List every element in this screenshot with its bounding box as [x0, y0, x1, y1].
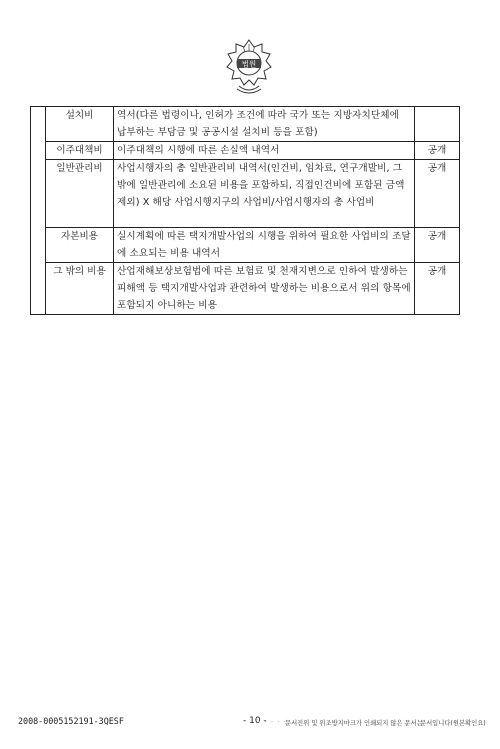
table-row [31, 228, 460, 263]
security-dots: · · · · · [258, 718, 288, 726]
group-blank-cell [31, 107, 46, 315]
table-row [31, 142, 460, 160]
row-description: 실시계획에 따른 택지개발사업의 시행을 위하여 필요한 사업비의 조달에 소요되는 비용 내역서 [114, 228, 415, 263]
table-row [31, 263, 460, 315]
footer-notice-tail: 문서입니다(원본확인요) [420, 720, 486, 727]
page-number: - 10 - [243, 716, 267, 726]
row-public-status: 공개 [415, 228, 460, 263]
row-description: 산업재해보상보험법에 따른 보험료 및 천재지변으로 인하여 발생하는 피해액 등 택지개발사업과 관련하여 발생하는 비용으로서 위의 항목에 포함되지 아니하는 비용 [114, 263, 415, 315]
cost-disclosure-table [30, 106, 460, 315]
document-id: 2008-0005152191-3QESF [18, 716, 124, 726]
emblem-text: 법원 [241, 59, 257, 69]
row-name: 설치비 [46, 107, 114, 142]
row-public-status: 공개 [415, 263, 460, 315]
row-description: 사업시행자의 총 일반관리비 내역서(인건비, 임차료, 연구개발비, 그 밖에 일반관리에 소요된 비용을 포함하되, 직접인건비에 포함된 금액 제외) X 해당 사업시행지구의 사업비/사업시행자의 총 사업비 [114, 160, 415, 228]
row-name: 자본비용 [46, 228, 114, 263]
row-public-status: 공개 [415, 160, 460, 228]
row-name: 이주대책비 [46, 142, 114, 160]
row-description: 이주대책의 시행에 따른 손실액 내역서 [114, 142, 415, 160]
table-row [31, 160, 460, 228]
row-name: 일반관리비 [46, 160, 114, 228]
court-emblem-icon [223, 36, 275, 96]
row-public-status: 공개 [415, 142, 460, 160]
row-description: 역서(다른 법령이나, 인허가 조건에 따라 국가 또는 지방자치단체에 납부하는 부담금 및 공공시설 설치비 등을 포함) [114, 107, 415, 142]
row-public-status [415, 107, 460, 142]
table-row [31, 107, 460, 142]
footer-notice: 문서진위 및 위조방지마크가 인쇄되지 않은 문서는 [285, 720, 423, 727]
row-name: 그 밖의 비용 [46, 263, 114, 315]
